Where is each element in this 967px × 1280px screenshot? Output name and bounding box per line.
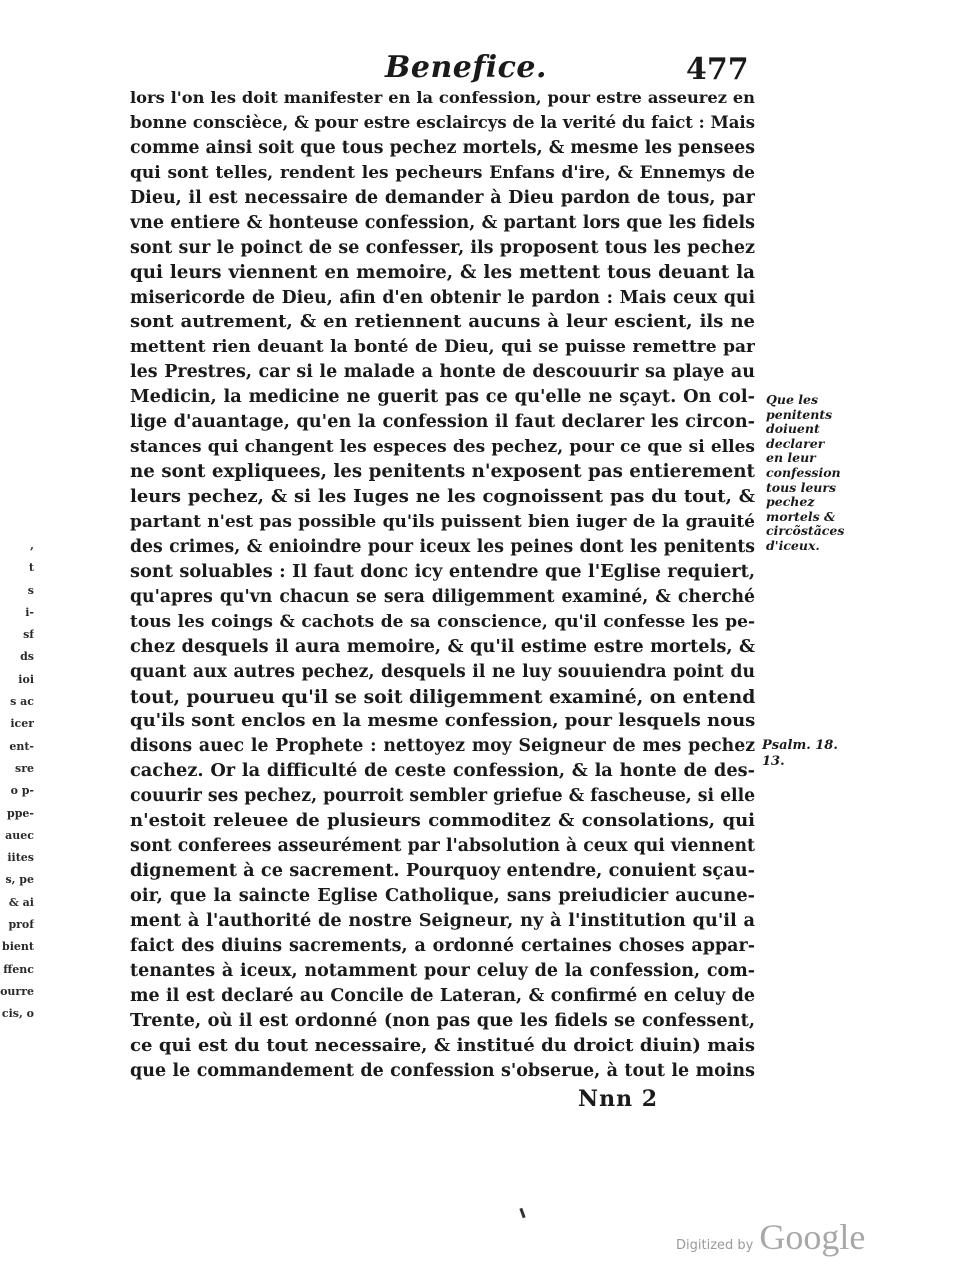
text-line: leurs pechez, & si les Iuges ne les cognoissent pas du tout, &	[130, 486, 755, 507]
text-line: sont autrement, & en retiennent aucuns à leur escient, ils ne	[130, 311, 755, 333]
text-line: sont soluables : Il faut donc icy entendre que l'Eglise requiert,	[130, 560, 755, 582]
bleed-fragment: ioi	[18, 672, 34, 686]
bleed-fragment: s	[27, 583, 34, 597]
bleed-fragment: o p-	[10, 784, 34, 798]
text-line: tenantes à iceux, notamment pour celuy de la confession, com-	[130, 960, 755, 981]
margin-note-line: mortels &	[766, 508, 836, 524]
text-line: lige d'auantage, qu'en la confession il faut declarer les circon-	[130, 411, 755, 433]
bleed-fragment: auec	[5, 828, 34, 842]
text-line: les Prestres, car si le malade a honte de descouurir sa playe au	[130, 362, 755, 383]
bleed-fragment: & ai	[8, 895, 34, 909]
bleed-fragment: cis, o	[1, 1007, 34, 1021]
bleed-fragment: i-	[25, 605, 34, 619]
margin-note	[766, 393, 851, 554]
text-line: partant n'est pas possible qu'ils puissent bien iuger de la grauité	[130, 511, 755, 532]
text-line: Dieu, il est necessaire de demander à Dieu pardon de tous, par	[130, 187, 755, 208]
margin-note-line: doiuent	[766, 421, 820, 437]
margin-note-line: tous leurs	[766, 479, 837, 495]
bleed-fragment: ourre	[0, 984, 34, 998]
bleed-fragment: bient	[2, 940, 34, 954]
text-line: que le commandement de confession s'obserue, à tout le moins	[130, 1060, 755, 1081]
text-line: vne entiere & honteuse confession, & partant lors que les fidels	[130, 212, 755, 233]
text-line: n'estoit releuee de plusieurs commoditez & consolations, qui	[130, 810, 755, 832]
bleed-fragment: s, pe	[5, 873, 34, 887]
bleed-fragment: iites	[7, 851, 34, 865]
signature-mark: Nnn 2	[578, 1086, 659, 1112]
text-line: Medicin, la medicine ne guerit pas ce qu'elle ne sçayt. On col-	[130, 386, 755, 408]
bleed-fragment: sf	[23, 628, 34, 642]
bleed-fragment: ppe-	[7, 806, 34, 820]
digitization-watermark	[676, 1216, 865, 1258]
margin-note-line: penitents	[766, 406, 833, 422]
margin-note-line: circõstãces	[766, 523, 845, 539]
text-line: Trente, où il est ordonné (non pas que les fidels se confessent,	[130, 1009, 755, 1031]
text-line: qu'ils sont enclos en la mesme confession, pour lesquels nous	[130, 710, 755, 732]
text-line: dignement à ce sacrement. Pourquoy entendre, conuient sçau-	[130, 860, 755, 882]
text-line: qui sont telles, rendent les pecheurs Enfans d'ire, & Ennemys de	[130, 162, 755, 183]
text-line: ce qui est du tout necessaire, & institué du droict diuin) mais	[130, 1034, 755, 1056]
text-line: tous les coings & cachots de sa conscience, qu'il confesse les pe-	[130, 611, 755, 632]
text-line: bonne conscièce, & pour estre esclaircys de la verité du faict : Mais	[130, 112, 755, 132]
text-line: mettent rien deuant la bonté de Dieu, qui se puisse remettre par	[130, 337, 755, 358]
text-line: chez desquels il aura memoire, & qu'il estime estre mortels, &	[130, 635, 755, 657]
text-line: sont conferees asseurément par l'absolution à ceux qui viennent	[130, 836, 755, 857]
text-line: ment à l'authorité de nostre Seigneur, ny à l'institution qu'il a	[130, 909, 755, 931]
margin-ref-line: 13.	[762, 754, 785, 769]
facing-page-bleed	[0, 535, 34, 1026]
bleed-fragment: t	[28, 561, 34, 575]
margin-scripture-reference	[762, 738, 852, 770]
text-line: couurir ses pechez, pourroit sembler griefue & fascheuse, si elle	[130, 786, 755, 807]
text-line: ne sont expliquees, les penitents n'exposent pas entierement	[130, 461, 755, 483]
text-line: des crimes, & enioindre pour iceux les peines dont les penitents	[130, 536, 755, 557]
text-line: quant aux autres pechez, desquels il ne luy souuiendra point du	[130, 661, 755, 682]
body-text	[130, 86, 755, 1084]
text-line: qui leurs viennent en memoire, & les mettent tous deuant la	[130, 261, 755, 283]
bleed-fragment: sre	[15, 761, 34, 775]
text-line: stances qui changent les especes des pechez, pour ce que si elles	[130, 437, 755, 458]
bleed-fragment: ,	[30, 539, 34, 552]
google-logo: Google	[759, 1217, 866, 1257]
text-line: tout, pourueu qu'il se soit diligemment examiné, on entend	[130, 685, 755, 708]
text-line: sont sur le poinct de se confesser, ils proposent tous les pechez	[130, 237, 755, 258]
text-line: disons auec le Prophete : nettoyez moy Seigneur de mes pechez	[130, 736, 755, 757]
margin-note-line: d'iceux.	[766, 537, 820, 553]
margin-note-line: declarer	[766, 435, 825, 451]
bleed-fragment: s ac	[10, 695, 34, 709]
running-head: Benefice.	[385, 50, 547, 85]
bleed-fragment: ds	[20, 650, 34, 664]
margin-ref-line: Psalm. 18.	[762, 738, 838, 753]
bleed-fragment: ffenc	[3, 962, 34, 976]
bleed-fragment: icer	[10, 717, 34, 731]
margin-note-line: Que les	[766, 392, 819, 407]
stray-ink-mark	[519, 1208, 525, 1218]
bleed-fragment: prof	[8, 918, 34, 932]
text-line: qu'apres qu'vn chacun se sera diligemment examiné, & cherché	[130, 586, 755, 607]
text-line: misericorde de Dieu, afin d'en obtenir le pardon : Mais ceux qui	[130, 287, 755, 308]
text-line: oir, que la saincte Eglise Catholique, sans preiudicier aucune-	[130, 885, 755, 906]
text-line: faict des diuins sacrements, a ordonné certaines choses appar-	[130, 935, 755, 956]
margin-note-line: confession	[766, 464, 841, 480]
margin-note-line: en leur	[766, 450, 816, 466]
margin-note-line: pechez	[766, 494, 815, 510]
watermark-label: Digitized by	[676, 1238, 754, 1253]
text-line: me il est declaré au Concile de Lateran, & confirmé en celuy de	[130, 985, 755, 1006]
text-line: lors l'on les doit manifester en la confession, pour estre asseurez en	[130, 88, 755, 107]
text-line: comme ainsi soit que tous pechez mortels, & mesme les pensees	[130, 137, 755, 158]
text-line: cachez. Or la difficulté de ceste confession, & la honte de des-	[130, 760, 755, 782]
bleed-fragment: ent-	[9, 739, 34, 753]
page-number: 477	[686, 52, 749, 87]
